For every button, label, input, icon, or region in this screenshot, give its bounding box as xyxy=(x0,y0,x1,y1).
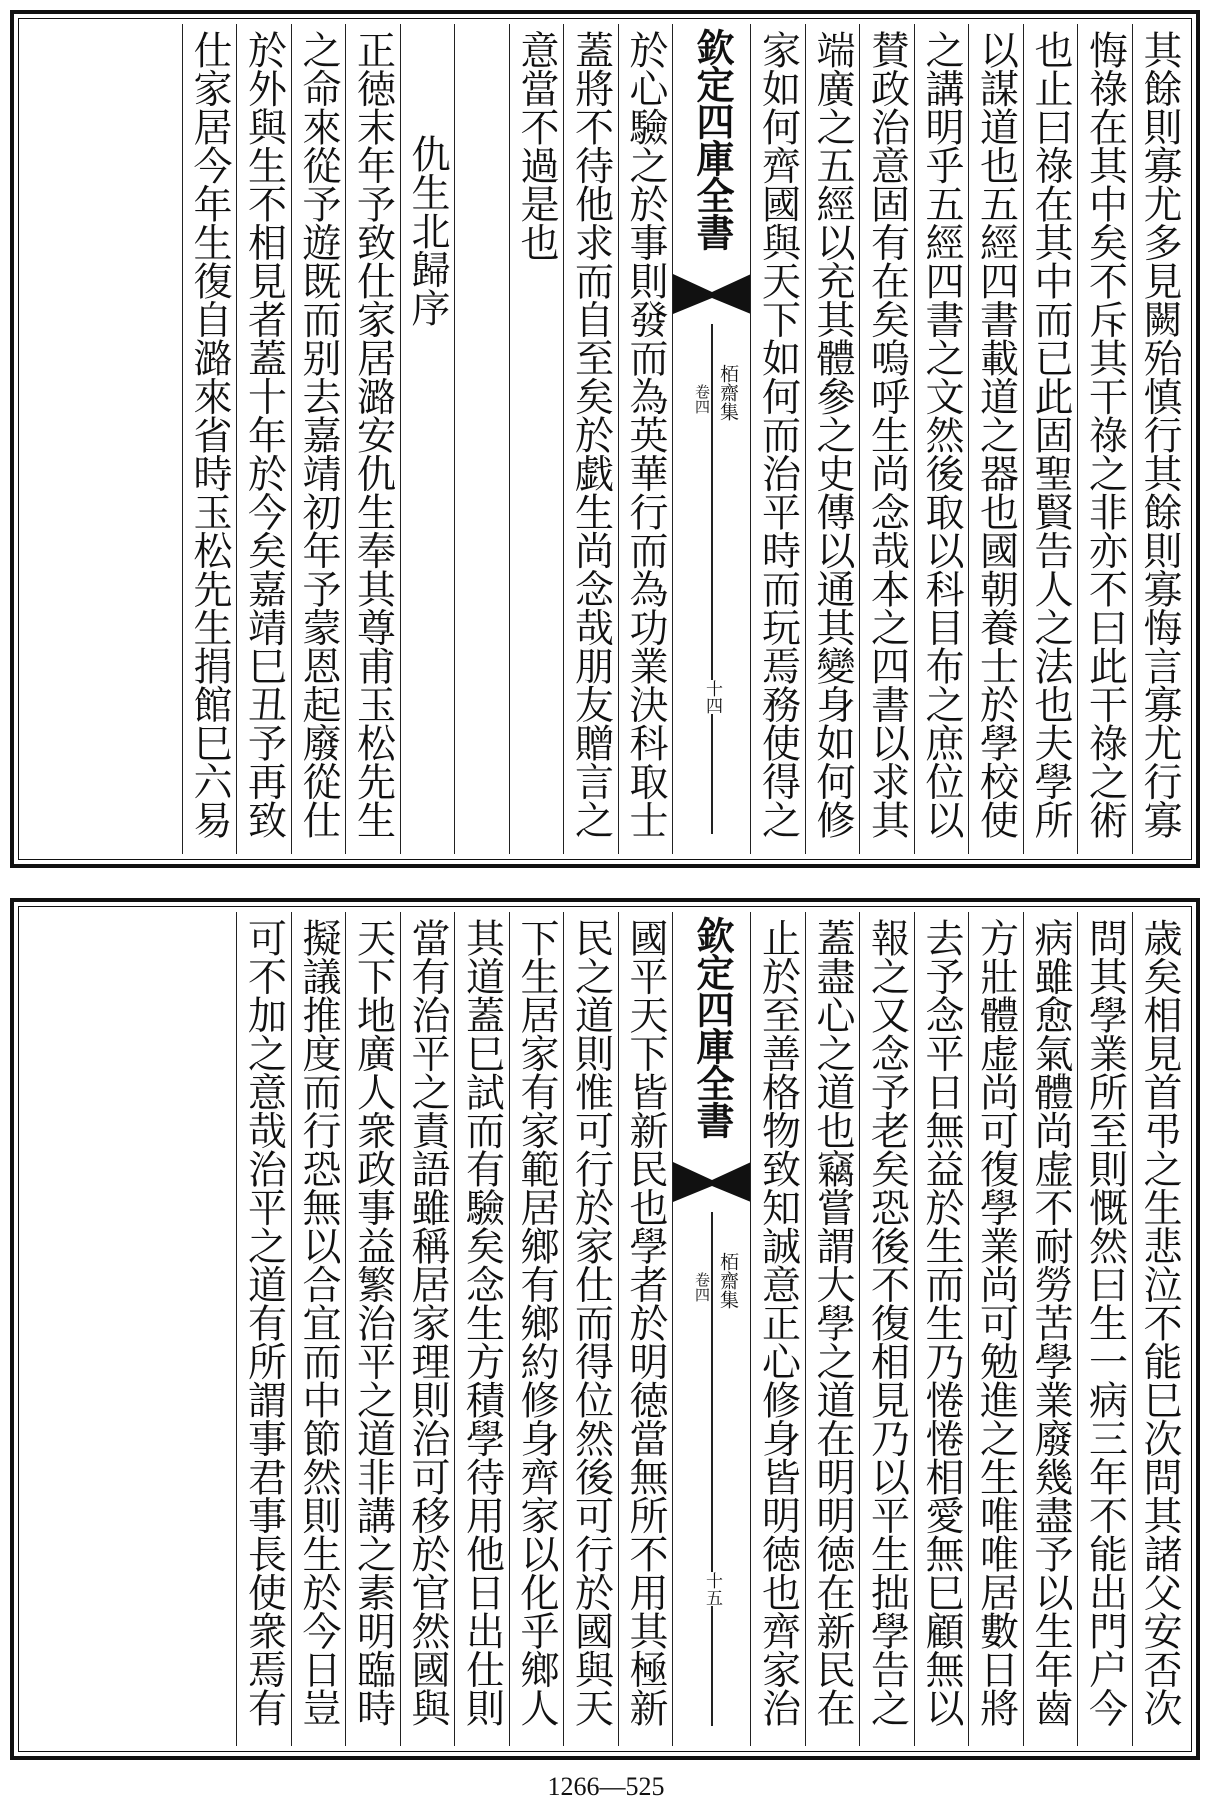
text-column xyxy=(454,24,509,854)
text-column: 意當不過是也 xyxy=(509,24,564,854)
leaf-number: 十四 xyxy=(699,680,725,714)
text-column: 家如何齊國與天下如何而治平時而玩焉務使得之 xyxy=(750,24,805,854)
text-column: 病雖愈氣體尚虚不耐勞苦學業廢幾盡予以生年齒 xyxy=(1023,912,1078,1746)
text-column: 仕家居今年生復自潞來省時玉松先生捐館巳六易 xyxy=(182,24,237,854)
book-title: 栢齋集 xyxy=(717,364,739,421)
text-column: 蓋將不待他求而自至矣於戯生尚念哉朋友贈言之 xyxy=(563,24,618,854)
fold-line xyxy=(711,324,713,834)
text-column: 問其學業所至則慨然曰生一病三年不能出門户今 xyxy=(1077,912,1132,1746)
text-column: 正徳末年予致仕家居潞安仇生奉其尊甫玉松先生 xyxy=(345,24,400,854)
text-column: 也止曰祿在其中而已此固聖賢告人之法也夫學所 xyxy=(1023,24,1078,854)
text-column: 國平天下皆新民也學者於明徳當無所不用其極新 xyxy=(618,912,673,1746)
text-column: 歳矣相見首弔之生悲泣不能巳次問其諸父安否次 xyxy=(1132,912,1187,1746)
volume-label: 卷四 xyxy=(693,1272,711,1302)
text-column: 當有治平之責語雖稱居家理則治可移於官然國與 xyxy=(400,912,455,1746)
text-column: 天下地廣人衆政事益繁治平之道非講之素明臨時 xyxy=(345,912,400,1746)
text-column: 方壯體虚尚可復學業尚可勉進之生唯唯居數日將 xyxy=(968,912,1023,1746)
collection-title: 欽定四庫全書 xyxy=(690,28,735,250)
text-column: 之講明乎五經四書之文然後取以科目布之庶位以 xyxy=(914,24,969,854)
top-text-columns xyxy=(24,24,1186,854)
text-column: 報之又念予老矣恐後不復相見乃以平生拙學告之 xyxy=(859,912,914,1746)
top-page-panel xyxy=(10,10,1200,868)
text-column: 之命來從予遊既而别去嘉靖初年予蒙恩起廢從仕 xyxy=(291,24,346,854)
text-column: 下生居家有家範居鄉有鄉約修身齊家以化乎鄉人 xyxy=(509,912,564,1746)
bottom-text-columns xyxy=(24,912,1186,1746)
text-column: 蓋盡心之道也竊嘗謂大學之道在明明徳在新民在 xyxy=(805,912,860,1746)
text-column: 可不加之意哉治平之道有所謂事君事長使衆焉有 xyxy=(236,912,291,1746)
text-column: 擬議推度而行恐無以合宜而中節然則生於今日豈 xyxy=(291,912,346,1746)
text-column: 於外與生不相見者蓋十年於今矣嘉靖巳丑予再致 xyxy=(236,24,291,854)
text-column: 去予念平日無益於生而生乃惓惓相愛無巳顧無以 xyxy=(914,912,969,1746)
fishtail-mark-icon xyxy=(673,274,750,314)
book-title: 栢齋集 xyxy=(717,1252,739,1309)
text-column: 民之道則惟可行於家仕而得位然後可行於國與天 xyxy=(563,912,618,1746)
text-column: 其餘則寡尤多見闕殆慎行其餘則寡悔言寡尤行寡 xyxy=(1132,24,1187,854)
text-column: 端廣之五經以充其體參之史傳以通其變身如何修 xyxy=(805,24,860,854)
footer-page-number: 1266—525 xyxy=(547,1772,665,1801)
text-column: 仇生北歸序 xyxy=(400,24,455,854)
text-column: 悔祿在其中矣不斥其干祿之非亦不曰此干祿之術 xyxy=(1077,24,1132,854)
collection-title: 欽定四庫全書 xyxy=(690,916,735,1138)
volume-label: 卷四 xyxy=(693,384,711,414)
text-column: 以謀道也五經四書載道之器也國朝養士於學校使 xyxy=(968,24,1023,854)
fold-line xyxy=(711,1212,713,1726)
center-fold-margin xyxy=(672,912,750,1746)
text-column: 於心驗之於事則發而為英華行而為功業決科取士 xyxy=(618,24,673,854)
text-column: 其道蓋巳試而有驗矣念生方積學待用他日出仕則 xyxy=(454,912,509,1746)
bottom-page-panel xyxy=(10,898,1200,1760)
text-column: 賛政治意固有在矣嗚呼生尚念哉本之四書以求其 xyxy=(859,24,914,854)
leaf-number: 十五 xyxy=(699,1572,725,1606)
fishtail-mark-icon xyxy=(673,1162,750,1202)
center-fold-margin xyxy=(672,24,750,854)
text-column: 止於至善格物致知誠意正心修身皆明徳也齊家治 xyxy=(750,912,805,1746)
